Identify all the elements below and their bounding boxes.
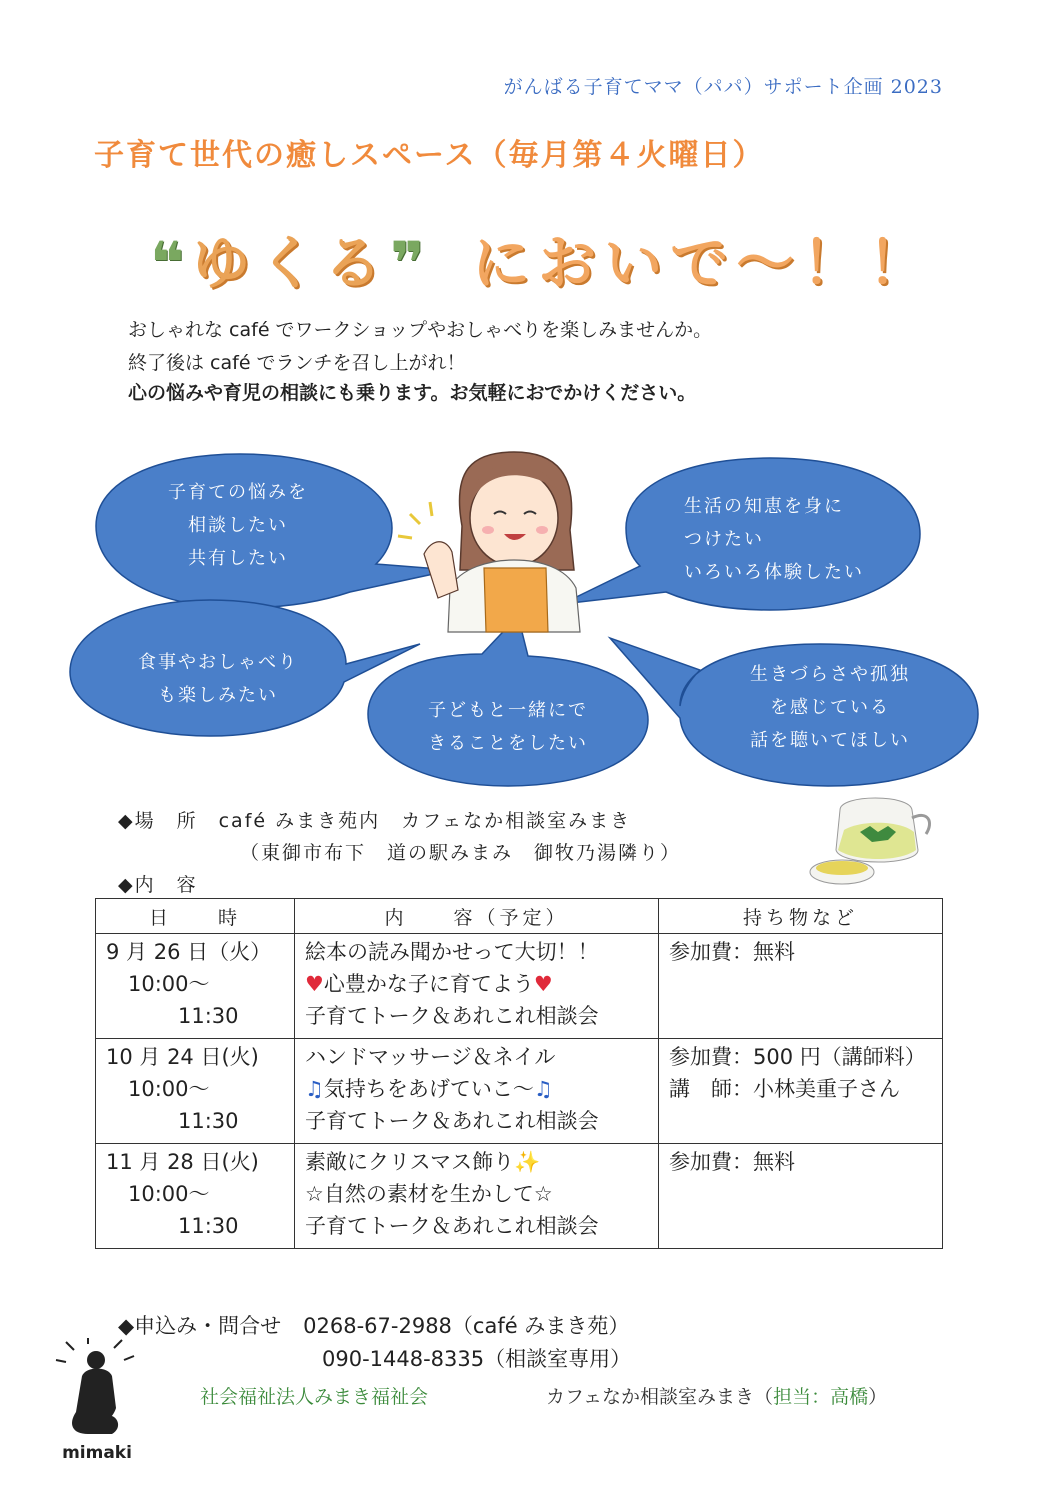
table-header-row [96,899,943,934]
teapot-icon [800,780,950,892]
items-cell: 参加費：500 円（講師料） 講 師：小林美重子さん [659,1039,943,1144]
bubble-2-text: 生活の知恵を身に つけたい いろいろ体験したい [684,496,864,583]
contact-tel-2: 090-1448-8335（相談室専用） [322,1347,632,1371]
date-cell: 11 月 28 日(火) 10:00～ 11:30 [96,1144,295,1249]
table-row [96,1039,943,1144]
content-cell: 素敵にクリスマス飾り✨ ☆自然の素材を生かして☆ 子育てトーク＆あれこれ相談会 [295,1144,659,1249]
bubble-1-text: 子育ての悩みを 相談したい 共有したい [168,482,308,569]
contact-line-1 [118,1310,629,1340]
org-name: 社会福祉法人みまき福祉会 [200,1386,429,1408]
header-content: 内 容（予定） [295,899,659,934]
intro-line-1: おしゃれな café でワークショップやおしゃべりを楽しみませんか。 [128,319,713,341]
org-office: カフェなか相談室みまき（担当：高橋） [546,1386,888,1408]
content-cell: ハンドマッサージ＆ネイル ♫気持ちをあげていこ～♫ 子育てトーク＆あれこれ相談会 [295,1039,659,1144]
sparkle-icon: ✨ [514,1150,541,1174]
intro-line-2: 終了後は café でランチを召し上がれ！ [128,352,466,374]
place-label: ◆場 所 café みまき苑内 カフェなか相談室みまき [118,810,632,832]
table-row [96,1144,943,1249]
sparkle-lines-icon [398,502,432,538]
contact-label: ◆申込み・問合せ [118,1314,282,1338]
bubble-3-text: 食事やおしゃべり も楽しみたい [138,652,298,706]
content-cell: 絵本の読み聞かせって大切！！ ♥心豊かな子に育てよう♥ 子育てトーク＆あれこれ相談会 [295,934,659,1039]
bubble-4-text: 子どもと一緒にで きることをしたい [428,700,588,754]
mimaki-logo [52,1338,142,1462]
schedule-table [95,898,943,1249]
music-note-icon: ♫ [305,1077,324,1101]
header-note: がんばる子育てママ（パパ）サポート企画 2023 [503,76,943,98]
date-cell: 9 月 26 日（火） 10:00～ 11:30 [96,934,295,1039]
intro-line-3: 心の悩みや育児の相談にも乗ります。お気軽におでかけください。 [128,382,697,404]
music-note-icon: ♫ [533,1077,553,1101]
content-label: ◆内 容 [118,874,198,896]
subtitle: 子育て世代の癒しスペース（毎月第４火曜日） [94,138,765,173]
header-date: 日 時 [96,899,295,934]
contact-tel-1: 0268-67-2988（café みまき苑） [303,1314,630,1338]
header-items: 持ち物など [659,899,943,934]
svg-text:mimaki: mimaki [62,1443,132,1462]
date-cell: 10 月 24 日(火) 10:00～ 11:30 [96,1039,295,1144]
heart-icon: ♥ [533,972,553,996]
table-row [96,934,943,1039]
title-name: ゆくる [192,229,391,297]
heart-icon: ♥ [305,972,324,996]
close-quote-icon: ❞ [390,229,433,297]
items-cell: 参加費：無料 [659,1144,943,1249]
place-address: （東御市布下 道の駅みまみ 御牧乃湯隣り） [240,842,682,864]
open-quote-icon: ❝ [150,229,193,297]
page-title [150,216,934,300]
woman-illustration [398,452,580,632]
bubble-5-text: 生きづらさや孤独 を感じている 話を聴いてほしい [750,664,910,751]
title-rest: においで～！！ [472,229,935,297]
items-cell: 参加費：無料 [659,934,943,1039]
